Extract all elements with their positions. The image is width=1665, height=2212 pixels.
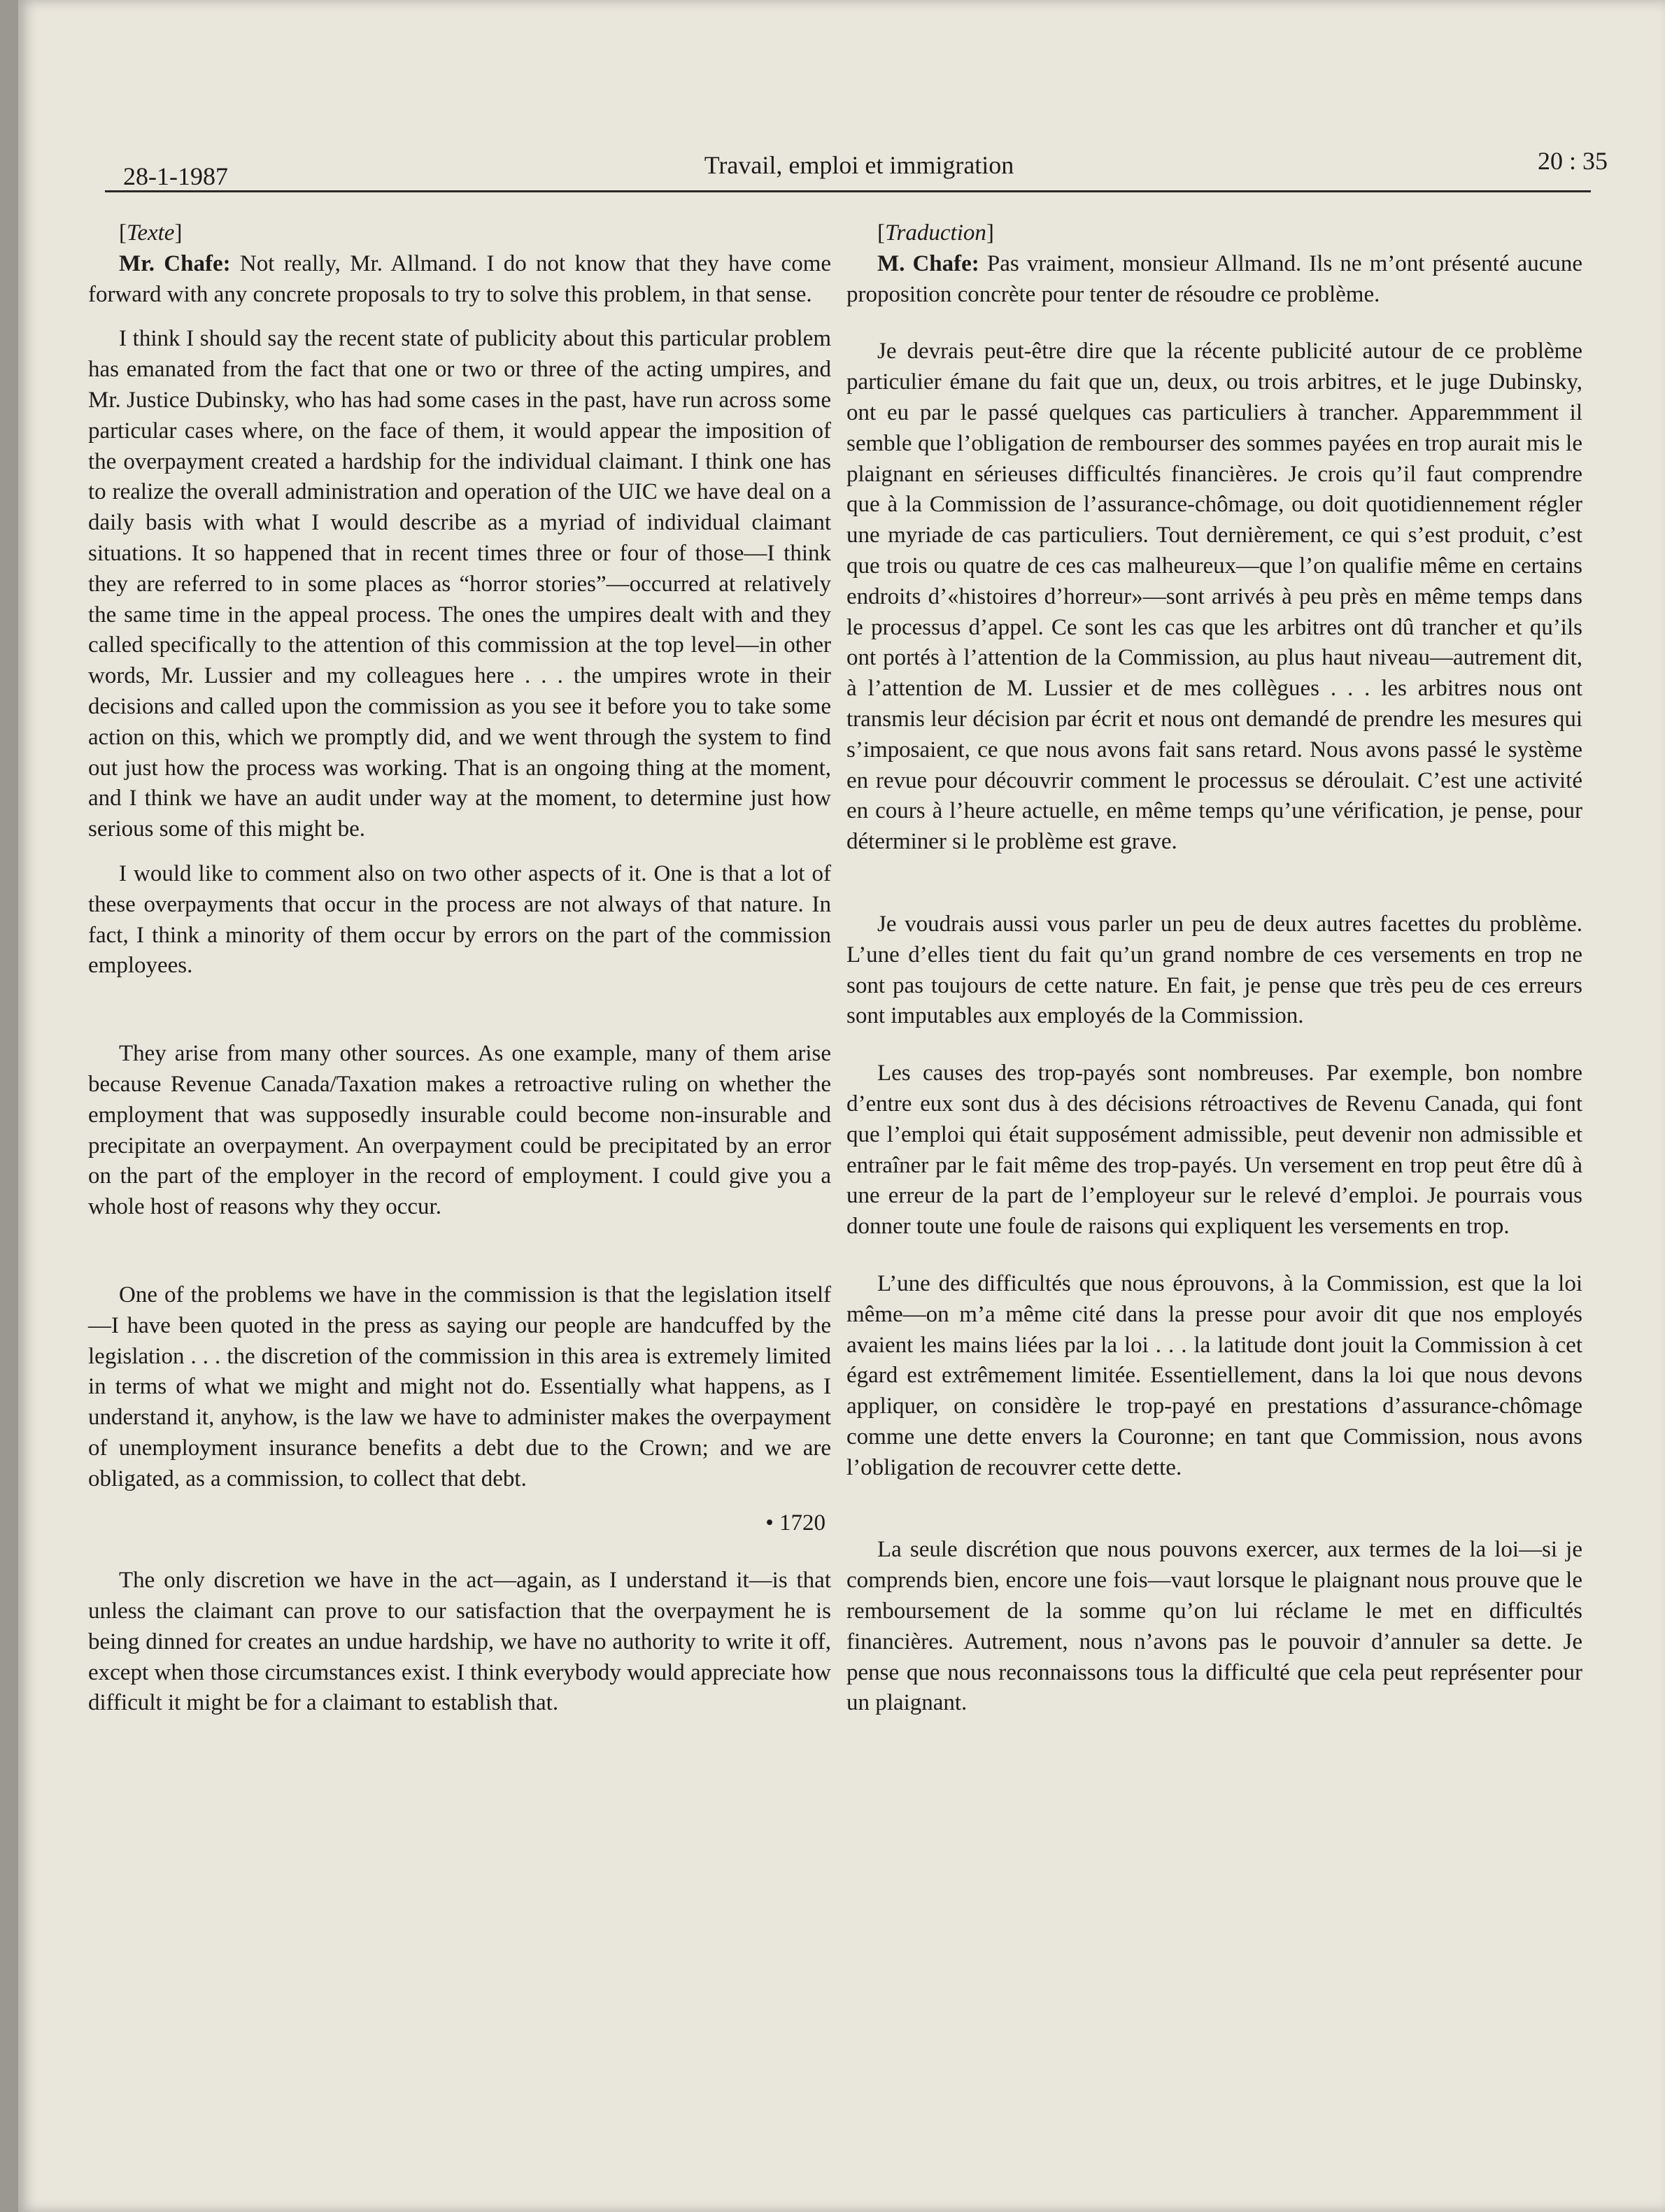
page-header <box>106 143 1612 190</box>
header-rule <box>105 190 1591 192</box>
paragraph: Les causes des trop-payés sont nombreuses. Par exemple, bon nombre d’entre eux sont dus à des décisions rétroactives de Revenu Canada, qui font que l’emploi qui était supposément admissible, peut devenir non admissible et entraîner par le fait même des trop-payés. Un versement en trop peut être dû à une erreur de la part de l’employeur sur le relevé d’emploi. Je pourrais vous donner toute une foule de raisons qui expliquent les versements en trop. <box>846 1061 1582 1240</box>
paragraph: I think I should say the recent state of publicity about this particular problem has emanated from the fact that one or two or three of the acting umpires, and Mr. Justice Dubinsky, who has had some cases in the past, have run across some particular cases where, on the face of them, it would appear the imposition of the overpayment created a hardship for the individual claimant. I think one has to realize the overall administration and operation of the UIC we have deal on a daily basis with what I would describe as a myriad of individual claimant situations. It so happened that in recent times three or four of those—I think they are referred to in some places as “horror stories”—occurred at relatively the same time in the appeal process. The ones the umpires dealt with and they called specifically to the attention of this commission at the top level—in other words, Mr. Lussier and my colleagues here . . . the umpires wrote in their decisions and called upon the commission as you see it before you to take some action on this, which we promptly did, and we went through the system to find out just how the process was working. That is an ongoing thing at the moment, and I think we have an audit under way at the moment, to determine just how serious some of this might be. <box>88 326 831 842</box>
paragraph: La seule discrétion que nous pouvons exercer, aux termes de la loi—si je comprends bien, encore une fois—vaut lorsque le plaignant nous prouve que le remboursement de la somme qu’on lui réclame le met en difficultés financières. Autrement, nous n’avons pas le pouvoir d’annuler sa dette. Je pense que nous reconnaissons tous la difficulté que cela peut représenter pour un plaignant. <box>846 1537 1582 1716</box>
english-column <box>88 218 831 1719</box>
paragraph: L’une des difficultés que nous éprouvons, à la Commission, est que la loi même—on m’a même cité dans la presse pour avoir dit que nos employés avaient les mains liées par la loi . . . la latitude dont jouit la Commission à cet égard est extrêmement limitée. Essentiellement, dans la loi que nous devons appliquer, on considère le trop-payé en prestations d’assurance-chômage comme une dette envers la Couronne; en tant que Commission, nous avons l’obligation de recouvrer cette dette. <box>846 1270 1582 1480</box>
paragraph: M. Chafe: Pas vraiment, monsieur Allmand. Ils ne m’ont présenté aucune proposition concrète pour tenter de résoudre ce problème. <box>846 250 1582 307</box>
speaker-name: Mr. Chafe: <box>119 250 231 276</box>
paragraph: Mr. Chafe: Not really, Mr. Allmand. I do not know that they have come forward with any concrete proposals to try to solve this problem, in that sense. <box>88 250 832 307</box>
french-column <box>846 218 1582 1719</box>
paragraph: The only discretion we have in the act—again, as I understand it—is that unless the claimant can prove to our satisfaction that the overpayment he is being dinned for creates an undue hardship, we have no authority to write it off, except when those circumstances exist. I think everybody would appreciate how difficult it might be for a claimant to establish that. <box>88 1568 831 1716</box>
time-marker: • 1720 <box>765 1510 826 1536</box>
paragraph: Je voudrais aussi vous parler un peu de deux autres facettes du problème. L’une d’elles tient du fait qu’un grand nombre de ces versements en trop ne sont pas toujours de cette nature. En fait, je pense que très peu de ces erreurs sont imputables aux employés de la Commission. <box>846 911 1582 1029</box>
section-label-texte: [Texte] <box>119 220 183 246</box>
header-title: Travail, emploi et immigration <box>704 151 1014 179</box>
paragraph: I would like to comment also on two other aspects of it. One is that a lot of these overpayments that occur in the process are not always of that nature. In fact, I think a minority of them occur by errors on the part of the commission employees. <box>88 860 831 979</box>
section-label-traduction: [Traduction] <box>877 220 994 246</box>
paragraph: They arise from many other sources. As one example, many of them arise because Revenue Canada/Taxation makes a retroactive ruling on whether the employment that was supposedly insurable could become non-insurable and precipitate an overpayment. An overpayment could be precipitated by an error on the part of the employer in the record of employment. I could give you a whole host of reasons why they occur. <box>88 1041 831 1220</box>
header-date: 28-1-1987 <box>123 162 228 190</box>
speaker-name: M. Chafe: <box>877 250 979 276</box>
paragraph: One of the problems we have in the commission is that the legislation itself—I have been quoted in the press as saying our people are handcuffed by the legislation . . . the discretion of the commission in this area is extremely limited in terms of what we might and might not do. Essentially what happens, as I understand it, anyhow, is the law we have to administer makes the overpayment of unemployment insurance benefits a debt due to the Crown; and we are obligated, as a commission, to collect that debt. <box>88 1282 831 1491</box>
header-page-number: 20 : 35 <box>1537 147 1608 175</box>
paragraph: Je devrais peut-être dire que la récente publicité autour de ce problème particulier émane du fait que un, deux, ou trois arbitres, et le juge Dubinsky, ont eu par le passé quelques cas particuliers à trancher. Apparemmment il semble que l’obligation de rembourser des sommes payées en trop aurait mis le plaignant en sérieuses difficultés financières. Je crois qu’il faut comprendre que à la Commission de l’assurance-chômage, ou doit quotidiennement régler une myriade de cas particuliers. Tout dernièrement, ce qui s’est produit, c’est que trois ou quatre de ces cas malheureux—que l’on qualifie même en certains endroits d’«histoires d’horreur»—sont arrivés à peu près en même temps dans le processus d’appel. Ce sont les cas que les arbitres ont dû trancher et qu’ils ont portés à l’attention de la Commission, au plus haut niveau—autrement dit, à l’attention de M. Lussier et de mes collègues . . . les arbitres nous ont transmis leur décision par écrit et nous ont demandé de prendre les mesures qui s’imposaient, ce que nous avons fait sans retard. Nous avons passé le système en revue pour découvrir comment le processus se déroulait. C’est une activité en cours à l’heure actuelle, en même temps qu’une vérification, je pense, pour déterminer si le problème est grave. <box>846 339 1582 855</box>
